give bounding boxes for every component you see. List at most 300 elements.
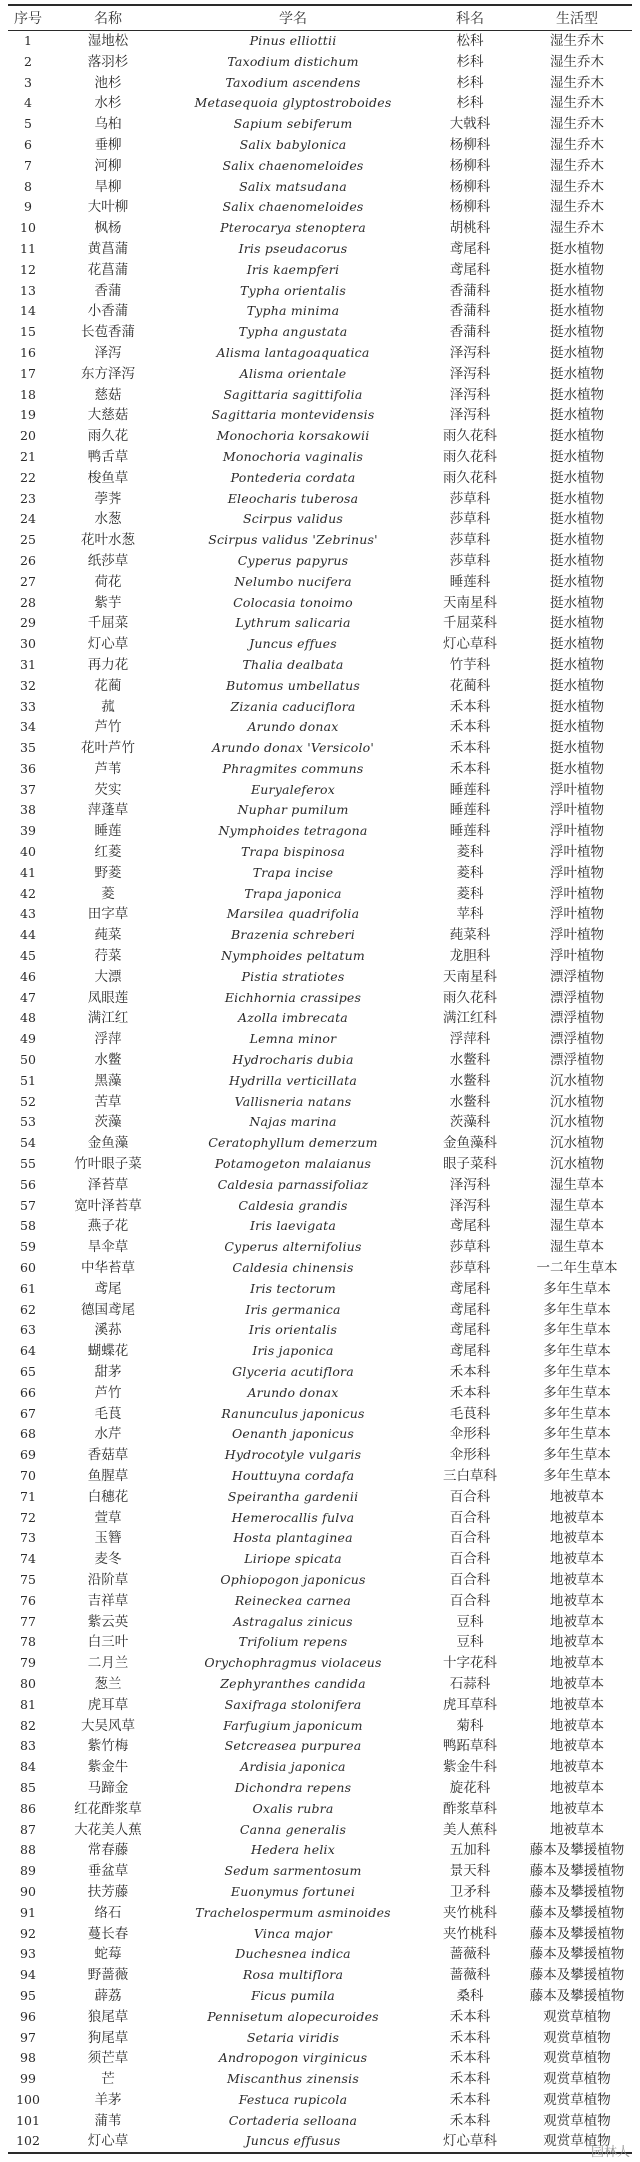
cell-life-form: 浮叶植物 <box>550 844 604 861</box>
cell-scientific-name: Nelumbo nucifera <box>234 573 352 589</box>
cell-name: 大叶柳 <box>87 199 129 216</box>
cell-scientific-name: Thalia dealbata <box>242 656 344 672</box>
table-body <box>8 31 632 2154</box>
cell-scientific-name: Alisma orientale <box>239 365 347 381</box>
table-row <box>8 52 632 73</box>
cell-name: 二月兰 <box>87 1655 129 1672</box>
cell-name: 莼菜 <box>94 927 122 944</box>
cell-scientific-name: Iris germanica <box>245 1301 341 1317</box>
table-row <box>8 988 632 1009</box>
table-row <box>8 1570 632 1591</box>
table-row <box>8 593 632 614</box>
table-row <box>8 842 632 863</box>
cell-index: 22 <box>20 469 36 485</box>
cell-scientific-name: Arundo donax <box>247 1384 339 1400</box>
cell-life-form: 地被草本 <box>550 1821 604 1838</box>
cell-life-form: 湿生草本 <box>550 1239 604 1256</box>
cell-family: 睡莲科 <box>449 823 491 840</box>
cell-name: 蝴蝶花 <box>87 1343 129 1360</box>
cell-name: 灯心草 <box>87 636 129 653</box>
table-row <box>8 1944 632 1965</box>
table-row <box>8 1757 632 1778</box>
cell-scientific-name: Colocasia tonoimo <box>233 594 353 610</box>
cell-family: 菱科 <box>456 885 484 902</box>
cell-name: 旱柳 <box>94 178 122 195</box>
cell-life-form: 挺水植物 <box>550 469 604 486</box>
cell-name: 满江红 <box>87 1010 129 1027</box>
cell-life-form: 挺水植物 <box>550 365 604 382</box>
table-row <box>8 1591 632 1612</box>
cell-scientific-name: Najas marina <box>249 1114 337 1130</box>
cell-index: 73 <box>20 1530 36 1546</box>
cell-scientific-name: Eichhornia crassipes <box>224 989 362 1005</box>
table-row <box>8 676 632 697</box>
cell-family: 菱科 <box>456 864 484 881</box>
cell-life-form: 湿生乔木 <box>550 95 604 112</box>
cell-index: 32 <box>20 677 36 693</box>
cell-index: 67 <box>20 1405 36 1421</box>
cell-name: 凤眼莲 <box>87 989 129 1006</box>
table-row <box>8 31 632 52</box>
cell-name: 麦冬 <box>94 1551 122 1568</box>
cell-index: 91 <box>20 1904 36 1920</box>
cell-scientific-name: Lythrum salicaria <box>235 615 351 631</box>
cell-family: 天南星科 <box>443 968 497 985</box>
cell-scientific-name: Hydrocotyle vulgaris <box>224 1447 362 1463</box>
table-row <box>8 925 632 946</box>
cell-family: 禾本科 <box>449 2050 491 2067</box>
cell-scientific-name: Caldesia chinensis <box>232 1260 354 1276</box>
cell-life-form: 地被草本 <box>550 1738 604 1755</box>
cell-index: 6 <box>24 136 32 152</box>
table-row <box>8 946 632 967</box>
header-family: 科名 <box>418 5 522 31</box>
cell-name: 旱伞草 <box>87 1239 129 1256</box>
cell-scientific-name: Typha angustata <box>238 324 348 340</box>
cell-name: 荇菜 <box>94 948 122 965</box>
cell-name: 蛇莓 <box>94 1946 122 1963</box>
cell-name: 菰 <box>101 698 115 715</box>
cell-scientific-name: Salix chaenomeloides <box>222 199 364 215</box>
table-row <box>8 551 632 572</box>
cell-scientific-name: Vinca major <box>253 1925 333 1941</box>
cell-index: 79 <box>20 1655 36 1671</box>
cell-scientific-name: Orychophragmus violaceus <box>204 1655 382 1671</box>
cell-name: 田字草 <box>87 906 129 923</box>
cell-index: 30 <box>20 636 36 652</box>
table-row <box>8 1383 632 1404</box>
cell-index: 65 <box>20 1364 36 1379</box>
cell-family: 百合科 <box>449 1488 491 1505</box>
cell-scientific-name: Duchesnea indica <box>235 1946 351 1962</box>
table-row <box>8 1154 632 1175</box>
cell-scientific-name: Butomus umbellatus <box>226 677 360 693</box>
cell-life-form: 地被草本 <box>550 1779 604 1796</box>
cell-name: 紫云英 <box>87 1613 129 1630</box>
cell-life-form: 多年生草本 <box>543 1343 611 1360</box>
cell-scientific-name: Reineckea carnea <box>234 1592 352 1608</box>
cell-index: 13 <box>20 282 36 298</box>
cell-index: 46 <box>20 968 36 984</box>
table-row <box>8 1965 632 1986</box>
cell-family: 松科 <box>456 33 484 49</box>
table-row <box>8 426 632 447</box>
cell-scientific-name: Trapa incise <box>252 864 334 880</box>
cell-scientific-name: Miscanthus zinensis <box>227 2071 359 2087</box>
cell-scientific-name: Vallisneria natans <box>234 1093 352 1109</box>
cell-life-form: 湿生乔木 <box>550 33 604 49</box>
cell-scientific-name: Ranunculus japonicus <box>221 1405 365 1421</box>
cell-index: 62 <box>20 1301 36 1317</box>
cell-life-form: 沉水植物 <box>550 1072 604 1089</box>
cell-index: 17 <box>20 365 36 381</box>
cell-family: 十字花科 <box>443 1655 497 1672</box>
table-row <box>8 1840 632 1861</box>
table-row <box>8 2131 632 2153</box>
table-row <box>8 1133 632 1154</box>
table-row <box>8 1716 632 1737</box>
table-row <box>8 1258 632 1279</box>
cell-name: 花叶芦竹 <box>81 740 135 757</box>
cell-life-form: 沉水植物 <box>550 1135 604 1152</box>
cell-index: 58 <box>20 1218 36 1234</box>
cell-family: 紫金牛科 <box>443 1759 497 1776</box>
cell-index: 99 <box>20 2071 36 2087</box>
cell-scientific-name: Hedera helix <box>251 1842 335 1858</box>
cell-index: 92 <box>20 1925 36 1941</box>
cell-scientific-name: Caldesia parnassifoliaz <box>217 1176 369 1192</box>
cell-family: 莼菜科 <box>449 927 491 944</box>
cell-family: 豆科 <box>456 1613 484 1630</box>
cell-name: 扶芳藤 <box>87 1883 129 1900</box>
cell-scientific-name: Zephyranthes candida <box>220 1675 366 1691</box>
cell-index: 19 <box>20 407 36 423</box>
table-row <box>8 1092 632 1113</box>
cell-scientific-name: Dichondra repens <box>234 1779 352 1795</box>
cell-life-form: 挺水植物 <box>550 760 604 777</box>
cell-family: 水鳖科 <box>449 1052 491 1069</box>
table-row <box>8 904 632 925</box>
cell-index: 8 <box>24 178 32 194</box>
cell-scientific-name: Iris japonica <box>252 1343 334 1359</box>
cell-scientific-name: Festuca rupicola <box>238 2091 348 2107</box>
cell-life-form: 浮叶植物 <box>550 885 604 902</box>
cell-life-form: 地被草本 <box>550 1509 604 1526</box>
cell-life-form: 一二年生草本 <box>536 1260 618 1277</box>
cell-scientific-name: Pontederia cordata <box>230 469 356 485</box>
cell-life-form: 浮叶植物 <box>550 781 604 798</box>
table-row <box>8 2048 632 2069</box>
cell-scientific-name: Juncus effusus <box>168 2131 418 2153</box>
table-row <box>8 1736 632 1757</box>
cell-scientific-name: Nymphoides tetragona <box>218 823 368 839</box>
cell-family: 禾本科 <box>449 2091 491 2108</box>
cell-index: 29 <box>20 615 36 631</box>
cell-scientific-name: Euonymus fortunei <box>230 1883 356 1899</box>
cell-index: 24 <box>20 511 36 527</box>
cell-index: 3 <box>24 74 32 90</box>
cell-life-form: 漂浮植物 <box>550 1010 604 1027</box>
cell-family: 杉科 <box>456 95 484 112</box>
cell-life-form: 挺水植物 <box>550 594 604 611</box>
cell-scientific-name: Pistia stratiotes <box>241 968 345 984</box>
table-row <box>8 2028 632 2049</box>
cell-name: 大慈菇 <box>87 407 129 424</box>
cell-index: 38 <box>20 802 36 818</box>
cell-life-form: 湿生乔木 <box>550 74 604 91</box>
table-row <box>8 343 632 364</box>
table-row <box>8 1674 632 1695</box>
cell-family: 鸢尾科 <box>449 1322 491 1339</box>
cell-scientific-name: Taxodium distichum <box>227 53 359 69</box>
cell-name: 小香蒲 <box>87 303 129 320</box>
cell-scientific-name: Cortaderia selloana <box>228 2112 358 2128</box>
cell-family: 禾本科 <box>449 2008 491 2025</box>
cell-name: 水葱 <box>94 511 122 528</box>
cell-name: 野蔷薇 <box>87 1967 129 1984</box>
cell-family: 千屈菜科 <box>443 615 497 632</box>
cell-family: 杉科 <box>456 53 484 70</box>
cell-index: 18 <box>20 386 36 402</box>
cell-family: 桑科 <box>456 1987 484 2004</box>
cell-name: 泽苔草 <box>87 1176 129 1193</box>
cell-life-form: 多年生草本 <box>543 1301 611 1318</box>
plant-table <box>8 4 632 2154</box>
table-row <box>8 1924 632 1945</box>
cell-family: 禾本科 <box>449 719 491 736</box>
cell-name: 香蒲 <box>94 282 122 299</box>
cell-family: 水鳖科 <box>449 1072 491 1089</box>
table-row <box>8 114 632 135</box>
cell-name: 葱兰 <box>94 1675 122 1692</box>
cell-life-form: 地被草本 <box>550 1551 604 1568</box>
header-row <box>8 5 632 31</box>
cell-life-form: 湿生草本 <box>550 1197 604 1214</box>
cell-name: 宽叶泽苔草 <box>74 1197 142 1214</box>
cell-life-form: 多年生草本 <box>543 1322 611 1339</box>
cell-family: 虎耳草科 <box>443 1696 497 1713</box>
cell-family: 泽泻科 <box>449 407 491 424</box>
cell-scientific-name: Iris tectorum <box>250 1280 336 1296</box>
cell-index: 21 <box>20 448 36 464</box>
cell-name: 须芒草 <box>87 2050 129 2067</box>
cell-scientific-name: Arundo donax 'Versicolo' <box>211 740 375 756</box>
table-row <box>8 2069 632 2090</box>
table-row <box>8 1632 632 1653</box>
cell-family: 禾本科 <box>449 698 491 715</box>
table-row <box>8 572 632 593</box>
table-row <box>8 468 632 489</box>
cell-index: 1 <box>24 33 32 48</box>
cell-life-form: 湿生草本 <box>550 1218 604 1235</box>
cell-scientific-name: Ceratophyllum demerzum <box>208 1135 378 1151</box>
cell-life-form: 挺水植物 <box>550 324 604 341</box>
table-row <box>8 1341 632 1362</box>
cell-scientific-name: Ophiopogon japonicus <box>220 1571 366 1587</box>
cell-name: 紫芋 <box>94 594 122 611</box>
cell-life-form: 挺水植物 <box>550 698 604 715</box>
cell-index: 90 <box>20 1883 36 1899</box>
cell-life-form: 漂浮植物 <box>550 989 604 1006</box>
cell-life-form: 多年生草本 <box>543 1467 611 1484</box>
cell-name: 德国鸢尾 <box>81 1301 135 1318</box>
table-row <box>8 385 632 406</box>
cell-family: 雨久花科 <box>443 428 497 445</box>
cell-index: 35 <box>20 740 36 756</box>
cell-name: 溪荪 <box>94 1322 122 1339</box>
cell-index: 57 <box>20 1197 36 1213</box>
table-row <box>8 1404 632 1425</box>
cell-life-form: 藤本及攀援植物 <box>529 1946 625 1963</box>
cell-index: 56 <box>20 1176 36 1192</box>
cell-name: 再力花 <box>87 656 129 673</box>
cell-life-form: 湿生乔木 <box>550 220 604 237</box>
cell-family: 睡莲科 <box>449 802 491 819</box>
cell-family: 百合科 <box>449 1509 491 1526</box>
cell-name: 落羽杉 <box>87 53 129 70</box>
cell-scientific-name: Rosa multiflora <box>242 1967 344 1983</box>
cell-index: 66 <box>20 1384 36 1400</box>
cell-life-form: 地被草本 <box>550 1655 604 1672</box>
cell-family: 鸢尾科 <box>449 1280 491 1297</box>
cell-life-form: 地被草本 <box>550 1571 604 1588</box>
cell-scientific-name: Astragalus zinicus <box>233 1613 353 1629</box>
cell-index: 76 <box>20 1592 36 1608</box>
cell-family: 五加科 <box>449 1842 491 1859</box>
cell-index: 20 <box>20 428 36 444</box>
table-row <box>8 717 632 738</box>
cell-life-form: 挺水植物 <box>550 636 604 653</box>
cell-index: 78 <box>20 1634 36 1650</box>
cell-life-form: 挺水植物 <box>550 532 604 549</box>
cell-name: 花菖蒲 <box>87 261 129 278</box>
cell-family: 竹芋科 <box>449 656 491 673</box>
cell-index: 47 <box>20 989 36 1005</box>
cell-life-form: 挺水植物 <box>550 261 604 278</box>
cell-name: 梭鱼草 <box>87 469 129 486</box>
cell-index: 60 <box>20 1260 36 1276</box>
cell-name: 花蔺 <box>94 677 122 694</box>
cell-index: 52 <box>20 1093 36 1109</box>
cell-life-form: 地被草本 <box>550 1592 604 1609</box>
cell-scientific-name: Azolla imbrecata <box>238 1010 348 1026</box>
table-row <box>8 405 632 426</box>
cell-scientific-name: Glyceria acutiflora <box>232 1364 354 1379</box>
cell-life-form: 湿生乔木 <box>550 199 604 216</box>
cell-family: 卫矛科 <box>449 1883 491 1900</box>
cell-index: 45 <box>20 948 36 964</box>
cell-family: 香蒲科 <box>449 282 491 299</box>
cell-name: 玉簪 <box>94 1530 122 1547</box>
cell-index: 68 <box>20 1426 36 1442</box>
cell-scientific-name: Cyperus alternifolius <box>224 1239 362 1255</box>
cell-life-form: 湿生乔木 <box>550 178 604 195</box>
cell-name: 白三叶 <box>87 1634 129 1651</box>
table-row <box>8 780 632 801</box>
cell-life-form: 漂浮植物 <box>550 1052 604 1069</box>
cell-family: 酢浆草科 <box>443 1800 497 1817</box>
cell-index: 16 <box>20 344 36 360</box>
cell-family: 菊科 <box>456 1717 484 1734</box>
cell-scientific-name: Trapa japonica <box>244 885 342 901</box>
cell-index: 40 <box>20 844 36 860</box>
cell-name: 大漂 <box>94 968 122 985</box>
cell-life-form: 多年生草本 <box>543 1426 611 1443</box>
cell-name: 甜茅 <box>94 1364 122 1380</box>
table-row <box>8 1320 632 1341</box>
cell-name: 池杉 <box>94 74 122 91</box>
table-row <box>8 530 632 551</box>
cell-scientific-name: Oenanth japonicus <box>231 1426 355 1442</box>
cell-life-form: 湿生乔木 <box>550 53 604 70</box>
table-row <box>8 1216 632 1237</box>
cell-life-form: 观赏草植物 <box>522 2131 632 2153</box>
table-row <box>8 281 632 302</box>
cell-life-form: 挺水植物 <box>550 428 604 445</box>
cell-index: 89 <box>20 1863 36 1879</box>
cell-family: 蔷薇科 <box>449 1967 491 1984</box>
cell-index: 93 <box>20 1946 36 1962</box>
table-row <box>8 1882 632 1903</box>
cell-name: 狗尾草 <box>87 2029 129 2046</box>
table-row <box>8 1424 632 1445</box>
cell-life-form: 挺水植物 <box>550 511 604 528</box>
cell-scientific-name: Typha orientalis <box>240 282 346 298</box>
cell-index: 10 <box>20 220 36 236</box>
cell-scientific-name: Pennisetum alopecuroides <box>207 2008 379 2024</box>
table-row <box>8 1050 632 1071</box>
table-row <box>8 322 632 343</box>
cell-name: 虎耳草 <box>87 1696 129 1713</box>
cell-name: 枫杨 <box>94 220 122 237</box>
cell-name: 苦草 <box>94 1093 122 1110</box>
cell-life-form: 挺水植物 <box>550 344 604 361</box>
cell-life-form: 地被草本 <box>550 1488 604 1505</box>
cell-life-form: 多年生草本 <box>543 1280 611 1297</box>
table-row <box>8 447 632 468</box>
cell-scientific-name: Metasequoia glyptostroboides <box>194 95 392 111</box>
cell-name: 沿阶草 <box>87 1571 129 1588</box>
table-row <box>8 821 632 842</box>
cell-index: 49 <box>20 1031 36 1047</box>
cell-index: 2 <box>24 53 32 69</box>
cell-index: 88 <box>20 1842 36 1858</box>
cell-life-form: 湿生草本 <box>550 1176 604 1193</box>
cell-family: 三白草科 <box>443 1467 497 1484</box>
table-row <box>8 1653 632 1674</box>
cell-index: 70 <box>20 1467 36 1483</box>
table-row <box>8 800 632 821</box>
table-row <box>8 1549 632 1570</box>
cell-family: 雨久花科 <box>443 448 497 465</box>
cell-name: 灯心草 <box>48 2131 168 2153</box>
cell-life-form: 漂浮植物 <box>550 968 604 985</box>
cell-life-form: 藤本及攀援植物 <box>529 1967 625 1984</box>
cell-name: 络石 <box>94 1904 122 1921</box>
cell-life-form: 多年生草本 <box>543 1405 611 1422</box>
cell-life-form: 藤本及攀援植物 <box>529 1883 625 1900</box>
cell-life-form: 地被草本 <box>550 1717 604 1734</box>
cell-index: 36 <box>20 760 36 776</box>
cell-scientific-name: Cyperus papyrus <box>237 552 349 568</box>
cell-index: 87 <box>20 1821 36 1837</box>
cell-name: 竹叶眼子菜 <box>74 1156 142 1173</box>
cell-life-form: 藤本及攀援植物 <box>529 1863 625 1880</box>
cell-family: 禾本科 <box>449 2071 491 2088</box>
cell-index: 61 <box>20 1280 36 1296</box>
cell-index: 33 <box>20 698 36 714</box>
table-row <box>8 613 632 634</box>
